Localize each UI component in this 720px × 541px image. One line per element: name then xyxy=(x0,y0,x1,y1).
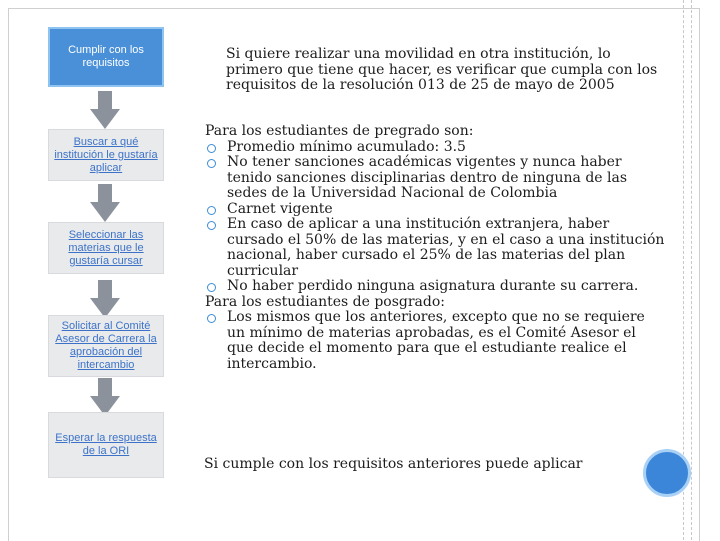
list-item: Los mismos que los anteriores, excepto que no se requiere un mínimo de materias aprobadas, es el Comité Asesor el que decide el momento para que el estudiante realice el intercambio. xyxy=(205,310,665,372)
pregrado-list xyxy=(205,140,665,295)
list-item: En caso de aplicar a una institución extranjera, haber cursado el 50% de las materias, y en el caso a una institución nacional, haber cursado el 25% de las materias del plan curricular xyxy=(205,217,665,279)
down-arrow-icon xyxy=(90,378,120,416)
bullet-icon xyxy=(207,144,216,153)
down-arrow-icon xyxy=(90,91,120,129)
flow-step-3[interactable]: Seleccionar las materias que le gustaría cursar xyxy=(48,222,164,274)
posgrado-heading: Para los estudiantes de posgrado: xyxy=(205,293,446,310)
requirements-list xyxy=(205,124,665,372)
bullet-icon xyxy=(207,206,216,215)
closing-text: Si cumple con los requisitos anteriores puede aplicar xyxy=(204,456,583,472)
bullet-icon xyxy=(207,159,216,168)
flow-step-4[interactable]: Solicitar al Comité Asesor de Carrera la aprobación del intercambio xyxy=(48,315,164,377)
list-item: No haber perdido ninguna asignatura durante su carrera. xyxy=(205,279,665,295)
list-item: No tener sanciones académicas vigentes y nunca haber tenido sanciones disciplinarias dentro de ninguna de las sedes de la Universidad Nacional de Colombia xyxy=(205,155,665,202)
bullet-icon xyxy=(207,221,216,230)
flow-step-5[interactable]: Esperar la respuesta de la ORI xyxy=(48,412,164,478)
decorative-circle xyxy=(643,449,691,497)
flow-step-2[interactable]: Buscar a qué institución le gustaría aplicar xyxy=(48,129,164,181)
list-item: Promedio mínimo acumulado: 3.5 xyxy=(205,140,665,156)
decorative-line xyxy=(691,0,692,540)
bullet-icon xyxy=(207,314,216,323)
flow-step-1: Cumplir con los requisitos xyxy=(48,27,164,87)
bullet-icon xyxy=(207,283,216,292)
pregrado-heading: Para los estudiantes de pregrado son: xyxy=(205,123,474,139)
intro-text: Si quiere realizar una movilidad en otra institución, lo primero que tiene que hacer, es verificar que cumpla con los requisitos de la resolución 013 de 25 de mayo de 2005 xyxy=(226,46,658,93)
posgrado-list xyxy=(205,310,665,372)
down-arrow-icon xyxy=(90,280,120,318)
down-arrow-icon xyxy=(90,184,120,222)
list-item: Carnet vigente xyxy=(205,202,665,218)
